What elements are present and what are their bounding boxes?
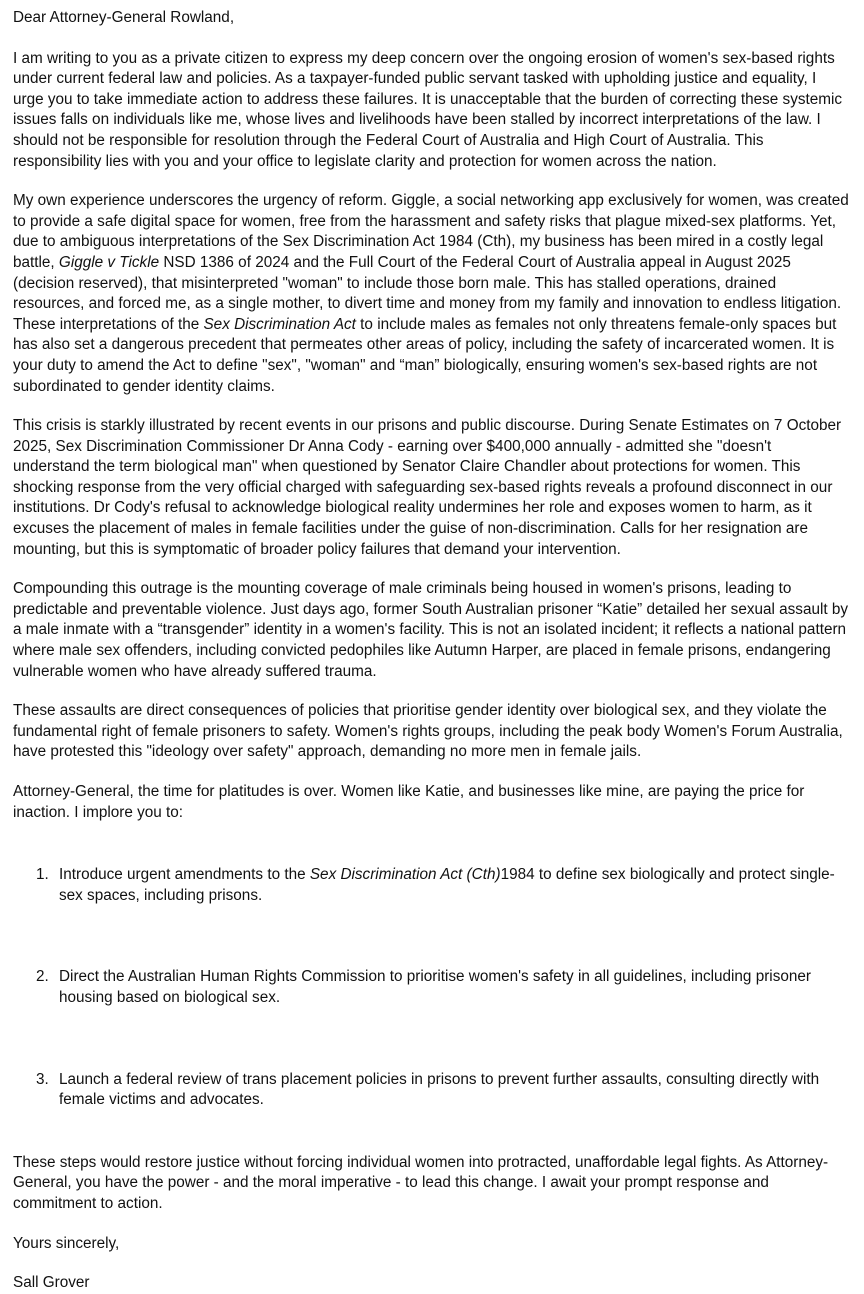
experience-text-2: NSD 1386 of 2024 and the Full Court of the Federal Court of Australia appeal in August 2025 (decision reserved), that misinterpreted "woman" to include those born male. This has stalled operations, drained resources, and forced me, as a single mother, to divert time and money from my family and innovation to endless litigation. These interpretations of the xyxy=(13,253,842,333)
ask-3-text: Launch a federal review of trans placement policies in prisons to prevent further assaults, consulting directly with female victims and advocates. xyxy=(59,1070,820,1109)
ask-1-text-1: Introduce urgent amendments to the xyxy=(59,866,310,884)
ask-1-act-name: Sex Discrimination Act (Cth) xyxy=(309,866,501,884)
paragraph-steps: These steps would restore justice without forcing individual women into protracted, unaffordable legal fights. As Attorney-General, you have the power - and the moral imperative - to lead this change. I await your prompt response and commitment to action. xyxy=(13,1153,829,1212)
paragraph-implore: Attorney-General, the time for platitudes is over. Women like Katie, and businesses like mine, are paying the price for inaction. I implore you to: xyxy=(13,783,805,821)
paragraph-assaults: These assaults are direct consequences of policies that prioritise gender identity over biological sex, and they violate the fundamental right of female prisoners to safety. Women's rights groups, including the peak body Women's Forum Australia, have protested this "ideology over safety" approach, demanding no more men in female jails. xyxy=(13,702,843,761)
ask-2-text: Direct the Australian Human Rights Commission to prioritise women's safety in all guidelines, including prisoner housing based on biological sex. xyxy=(59,968,811,1006)
paragraph-prisons: Compounding this outrage is the mounting coverage of male criminals being housed in women's prisons, leading to predictable and preventable violence. Just days ago, former South Australian prisoner “Katie” detailed her sexual assault by a male inmate with a “transgender” identity in a women's facility. This is not an isolated incident; it reflects a national pattern where male sex offenders, including convicted pedophiles like Autumn Harper, are placed in female prisons, endangering vulnerable women who have already suffered trauma. xyxy=(13,580,849,680)
paragraph-experience xyxy=(13,191,851,397)
paragraph-concern: I am writing to you as a private citizen to express my deep concern over the ongoing erosion of women's sex-based rights under current federal law and policies. As a taxpayer-funded public servant tasked with upholding justice and equality, I urge you to take immediate action to address these failures. It is unacceptable that the burden of correcting these systemic issues falls on individuals like me, whose lives and livelihoods have been stalled by incorrect interpretations of the law. I should not be responsible for resolution through the Federal Court of Australia and High Court of Australia. This responsibility lies with you and your office to legislate clarity and protection for women across the nation. xyxy=(13,49,843,170)
ask-1-text-2: 1984 to define sex biologically and protect single-sex spaces, including prisons. xyxy=(59,866,835,904)
signature: Sall Grover xyxy=(13,1274,90,1292)
list-item xyxy=(13,865,851,906)
experience-text-1: My own experience underscores the urgency of reform. Giggle, a social networking app exclusively for women, was created to provide a safe digital space for women, free from the harassment and safety risks that plague mixed-sex platforms. Yet, due to ambiguous interpretations of the Sex Discrimination Act 1984 (Cth), my business has been mired in a costly legal battle, xyxy=(13,192,849,271)
closing: Yours sincerely, xyxy=(13,1234,120,1252)
salutation: Dear Attorney-General Rowland, xyxy=(13,9,235,26)
case-name: Giggle v Tickle xyxy=(58,253,160,271)
paragraph-crisis: This crisis is starkly illustrated by recent events in our prisons and public discourse. During Senate Estimates on 7 October 2025, Sex Discrimination Commissioner Dr Anna Cody - earning over $400,000 annually - admitted she "doesn't understand the term biological man" when questioned by Senator Claire Chandler about protections for women. This shocking response from the very official charged with safeguarding sex-based rights reveals a profound disconnect in our institutions. Dr Cody's refusal to acknowledge biological reality undermines her role and exposes women to harm, as it excuses the placement of males in female facilities under the guise of non-discrimination. Calls for her resignation are mounting, but this is symptomatic of broader policy failures that demand your intervention. xyxy=(13,417,842,558)
list-item-number: 2. xyxy=(36,968,49,986)
list-item-number: 3. xyxy=(36,1070,49,1088)
experience-text-3: to include males as females not only threatens female-only spaces but has also set a dangerous precedent that permeates other areas of policy, including the safety of incarcerated women. It is your duty to amend the Act to define "sex", "woman" and “man” biologically, ensuring women's sex-based rights are not subordinated to gender identity claims. xyxy=(13,315,837,395)
list-item-number: 1. xyxy=(36,866,49,884)
letter-body xyxy=(13,8,851,1294)
list-item xyxy=(13,1070,851,1111)
asks-list xyxy=(13,865,851,1111)
act-name: Sex Discrimination Act xyxy=(203,315,356,333)
list-item xyxy=(13,967,851,1008)
